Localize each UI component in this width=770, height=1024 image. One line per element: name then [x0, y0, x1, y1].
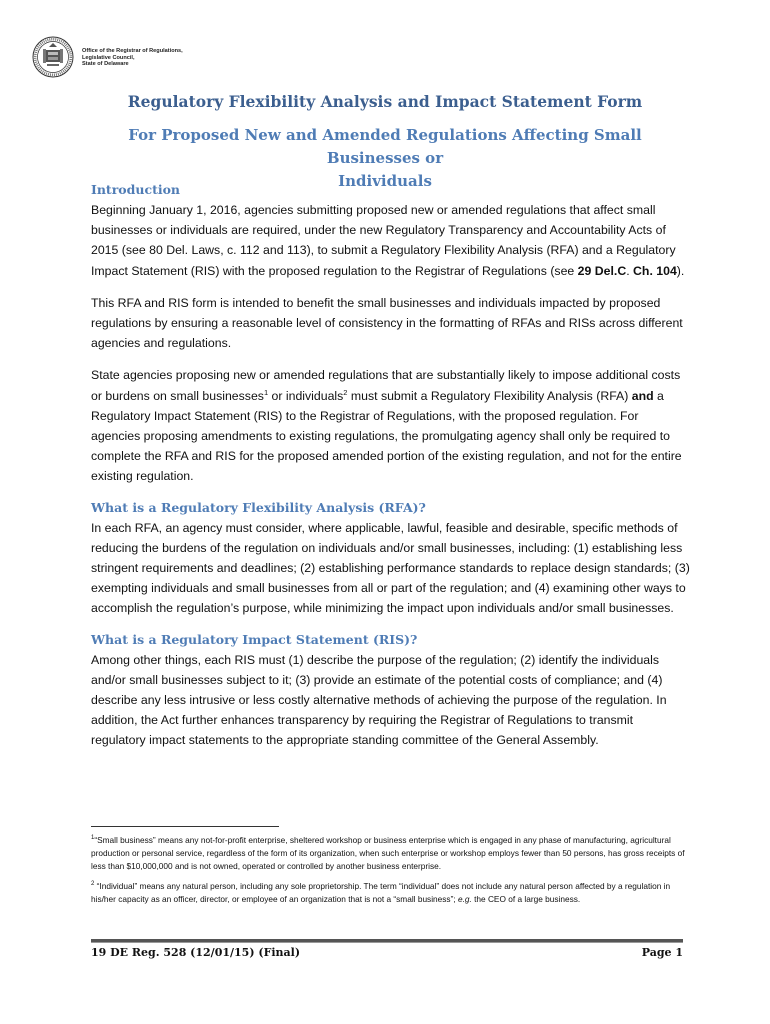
p3-text: a Regulatory Impact Statement (RIS) to the Registrar of Regulations, with the proposed regulation. For agencies proposing amendments to existing regulations, the promulgating agency shall only be required to complete the RFA and RIS for the proposed amended portion of the existing regulation, and not for the entire existing regulation. [91, 388, 682, 484]
rfa-heading: What is a Regulatory Flexibility Analysis (RFA)? [91, 499, 426, 515]
footnotes [91, 834, 691, 913]
footnote-2 [91, 880, 691, 906]
form-title: Regulatory Flexibility Analysis and Impact Statement Form [127, 92, 643, 111]
chapter-citation-link[interactable]: Ch. 104 [633, 263, 677, 278]
subtitle-line: For Proposed New and Amended Regulations Affecting Small Businesses or [128, 126, 642, 167]
page-number: Page 1 [641, 946, 683, 959]
page-footer [91, 946, 683, 959]
body-content [91, 181, 691, 763]
p3-text: or individuals [268, 388, 344, 403]
intro-heading: Introduction [91, 182, 181, 197]
footer-divider [91, 939, 683, 943]
footnote-text: the CEO of a large business. [471, 894, 581, 904]
footnote-mark: 1 [91, 835, 95, 842]
p3-text: must submit a Regulatory Flexibility Analysis (RFA) [347, 388, 632, 403]
ris-paragraph: Among other things, each RIS must (1) describe the purpose of the regulation; (2) identify the individuals and/or small businesses subject to it; (3) provide an estimate of the potential costs of compliance; and (4) describe any less intrusive or less costly alternative methods of achieving the purpose of the regulation. In addition, the Act further enhances transparency by requiring the Registrar of Regulations to transmit regulatory impact statements to the appropriate standing committee of the General Assembly. [91, 652, 667, 748]
ris-heading: What is a Regulatory Impact Statement (RIS)? [91, 631, 418, 647]
intro-paragraph-1 [91, 200, 691, 281]
footnote-text: “Small business” means any not-for-profit enterprise, sheltered workshop or business enterprise which is engaged in any phase of manufacturing, agricultural production or personal service, regardless of the form of its organization, when such enterprise or workshop employs fewer than 50 persons, has gross receipts of less than $10,000,000 and is not owned, operated or controlled by another business enterprise. [91, 835, 685, 871]
intro-paragraph-3 [91, 365, 691, 486]
rfa-paragraph: In each RFA, an agency must consider, where applicable, lawful, feasible and desirable, specific methods of reducing the burdens of the regulation on individuals and/or small businesses, including: (1) establishing less stringent requirements and deadlines; (2) establishing performance standards to replace design standards; (3) exempting individuals and small businesses from all or part of the regulation; and (4) examining other ways to accomplish the regulation’s purpose, while minimizing the impact upon individuals and/or small businesses. [91, 520, 690, 616]
office-address [82, 48, 183, 68]
office-line: Office of the Registrar of Regulations, [82, 48, 183, 54]
p3-text: State agencies proposing new or amended regulations that are substantially likely to impose additional costs or burdens on small businesses [91, 368, 681, 403]
footnote-1 [91, 834, 691, 873]
delaware-seal-icon [32, 36, 74, 78]
register-citation: 19 DE Reg. 528 (12/01/15) (Final) [91, 946, 301, 959]
emphasis-and: and [631, 388, 654, 403]
intro-text-end: ). [676, 263, 685, 278]
intro-paragraph-2: This RFA and RIS form is intended to benefit the small businesses and individuals impacted by proposed regulations by ensuring a reasonable level of consistency in the formatting of RFAs and RISs across different agencies and regulations. [91, 295, 683, 351]
footnote-ref-2[interactable]: 2 [343, 387, 348, 397]
footnote-divider [91, 826, 279, 827]
footnote-ref-1[interactable]: 1 [263, 387, 269, 397]
subtitle-line: Individuals [338, 172, 432, 190]
statute-citation-link[interactable]: 29 Del.C [577, 263, 627, 278]
citation-separator: . [626, 263, 634, 278]
letterhead [32, 36, 183, 78]
footnote-text: “Individual” means any natural person, including any sole proprietorship. The term “individual” does not include any natural person affected by a regulation in his/her capacity as an officer, director, or employee of an organization that is not a “small business”; [91, 881, 671, 904]
office-line: Legislative Council, [82, 54, 135, 61]
footnote-italic: e.g. [457, 894, 472, 904]
intro-text: Beginning January 1, 2016, agencies submitting proposed new or amended regulations that affect small businesses or individuals are required, under the new Regulatory Transparency and Accountability Acts of 2015 (see 80 Del. Laws, c. 112 and 113), to submit a Regulatory Flexibility Analysis (RFA) and a Regulatory Impact Statement (RIS) with the proposed regulation to the Registrar of Regulations (see [91, 203, 676, 278]
footnote-mark: 2 [91, 881, 95, 888]
office-line: State of Delaware [82, 61, 129, 68]
